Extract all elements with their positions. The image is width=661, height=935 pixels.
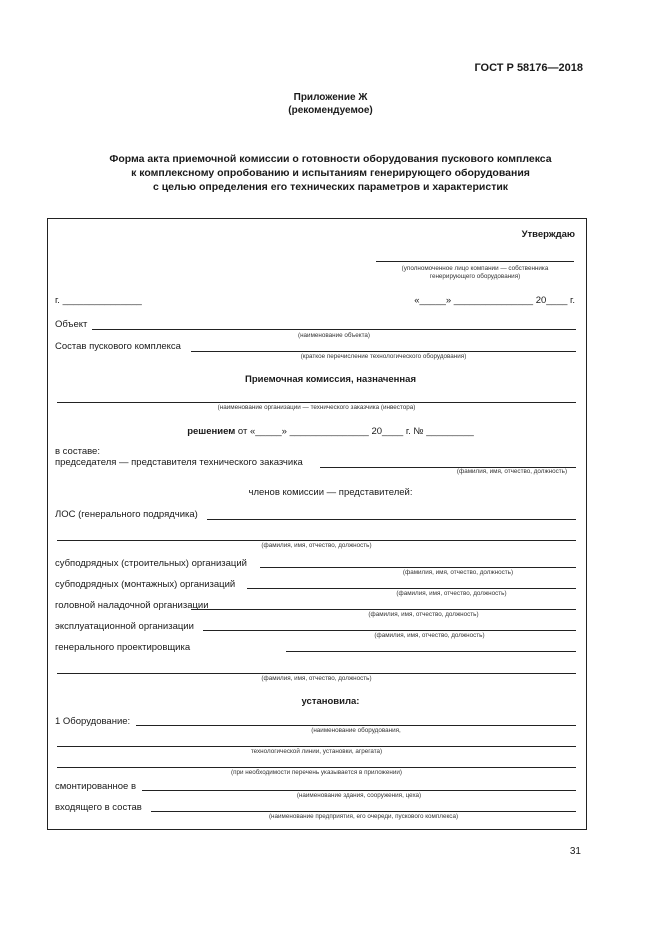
in-composition-label: в составе: — [55, 446, 100, 457]
equipment-appendix-field[interactable] — [57, 767, 576, 768]
construction-sub-caption: (фамилия, имя, отчество, должность) — [402, 569, 514, 576]
general-contractor-field-2[interactable] — [57, 540, 576, 541]
form-title-line-2: к комплексному опробованию и испытаниям генерирующего оборудования — [131, 167, 530, 179]
approval-caption-2: генерирующего оборудования) — [429, 273, 521, 280]
chairman-caption: (фамилия, имя, отчество, должность) — [456, 468, 568, 475]
installation-sub-caption: (фамилия, имя, отчество, должность) — [396, 590, 507, 597]
equipment-line-field[interactable] — [57, 746, 576, 747]
form-title-line-3: с целью определения его технических параметров и характеристик — [152, 181, 509, 193]
general-contractor-label: ЛОС (генерального подрядчика) — [55, 509, 198, 520]
general-contractor-field[interactable] — [207, 519, 576, 520]
composition-label: Состав пускового комплекса — [55, 341, 181, 352]
composition-field[interactable] — [191, 351, 576, 352]
date-field[interactable]: «_____» _______________ 20____ г. — [414, 295, 575, 306]
mounted-field[interactable] — [142, 790, 576, 791]
appendix-title: Приложение Ж — [293, 92, 368, 103]
approval-signature-line[interactable] — [376, 261, 574, 262]
equipment-field[interactable] — [136, 725, 576, 726]
general-contractor-caption: (фамилия, имя, отчество, должность) — [261, 542, 372, 549]
installation-sub-label: субподрядных (монтажных) организаций — [55, 579, 236, 590]
established-heading: установила: — [301, 696, 360, 707]
commission-org-field[interactable] — [57, 402, 576, 403]
designer-field-2[interactable] — [57, 673, 576, 674]
operating-org-field[interactable] — [203, 630, 576, 631]
decision-line[interactable] — [0, 426, 661, 437]
composition-caption: (краткое перечисление технологического оборудования) — [300, 353, 467, 360]
form-title-line-1: Форма акта приемочной комиссии о готовности оборудования пускового комплекса — [109, 153, 552, 165]
city-field[interactable]: г. _______________ — [55, 295, 142, 306]
commissioning-org-caption: (фамилия, имя, отчество, должность) — [368, 611, 479, 618]
operating-org-label: эксплуатационной организации — [55, 621, 194, 632]
mounted-label: смонтированное в — [55, 781, 137, 792]
designer-field[interactable] — [286, 651, 576, 652]
installation-sub-field[interactable] — [247, 588, 576, 589]
chairman-label: председателя — представителя технического заказчика — [55, 457, 303, 468]
object-field[interactable] — [92, 329, 576, 330]
decision-label: решением — [187, 426, 236, 437]
decision-details: от «_____» _______________ 20____ г. № _________ — [235, 426, 474, 437]
object-caption: (наименование объекта) — [297, 332, 370, 339]
approval-label: Утверждаю — [521, 229, 575, 240]
equipment-line-caption: технологической линии, установки, агрегата) — [250, 748, 383, 755]
mounted-caption: (наименование здания, сооружения, цеха) — [296, 792, 422, 799]
part-of-label: входящего в состав — [55, 802, 142, 813]
equipment-caption: (наименование оборудования, — [311, 727, 401, 734]
act-form-frame — [47, 218, 587, 830]
equipment-label: 1 Оборудование: — [55, 716, 131, 727]
approval-caption-1: (уполномоченное лицо компании — собственника — [401, 265, 549, 272]
equipment-appendix-caption: (при необходимости перечень указывается в приложении) — [230, 769, 402, 776]
commission-org-caption: (наименование организации — технического заказчика (инвестора) — [217, 404, 416, 411]
construction-sub-label: субподрядных (строительных) организаций — [55, 558, 247, 569]
designer-label: генерального проектировщика — [55, 642, 191, 653]
standard-header: ГОСТ Р 58176—2018 — [474, 62, 583, 74]
commission-heading: Приемочная комиссия, назначенная — [245, 374, 416, 385]
part-of-caption: (наименование предприятия, его очереди, пускового комплекса) — [268, 813, 459, 820]
appendix-status: (рекомендуемое) — [288, 105, 373, 116]
commissioning-org-field[interactable] — [191, 609, 576, 610]
operating-org-caption: (фамилия, имя, отчество, должность) — [374, 632, 485, 639]
designer-caption: (фамилия, имя, отчество, должность) — [261, 675, 372, 682]
object-label: Объект — [55, 319, 88, 330]
part-of-field[interactable] — [151, 811, 576, 812]
page-number: 31 — [569, 846, 581, 857]
commissioning-org-label: головной наладочной организации — [55, 600, 209, 611]
members-heading: членов комиссии — представителей: — [248, 487, 413, 498]
construction-sub-field[interactable] — [260, 567, 576, 568]
